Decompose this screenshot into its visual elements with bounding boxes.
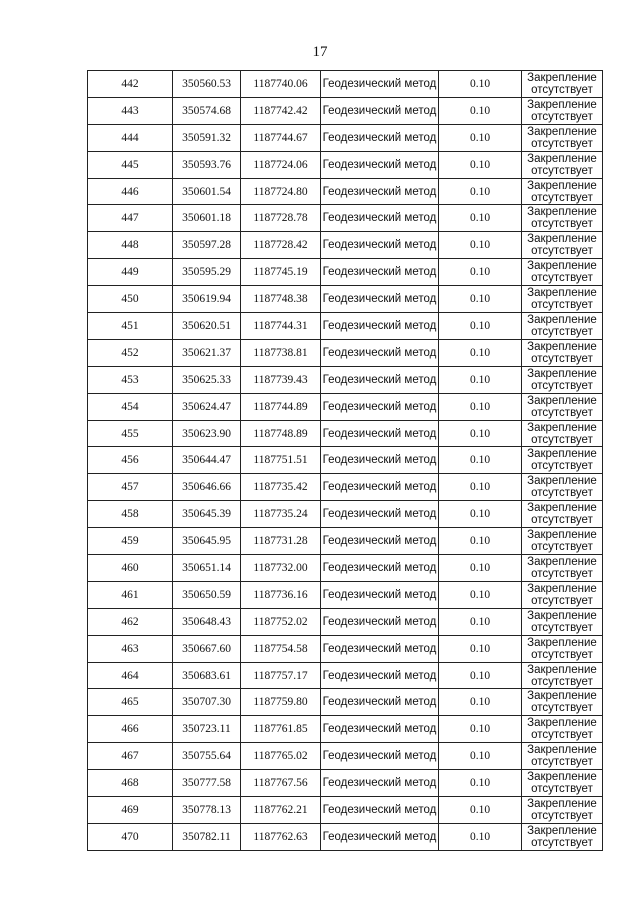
method-cell: Геодезический метод — [321, 393, 439, 420]
y-coordinate-cell: 1187728.78 — [241, 205, 321, 232]
x-coordinate-cell: 350574.68 — [173, 97, 241, 124]
fixing-cell — [522, 770, 603, 797]
x-coordinate-cell: 350644.47 — [173, 447, 241, 474]
accuracy-cell: 0.10 — [439, 339, 522, 366]
fixing-text-line: Закрепление — [527, 797, 597, 810]
fixing-text-line: отсутствует — [531, 541, 593, 554]
y-coordinate-cell: 1187735.42 — [241, 474, 321, 501]
method-cell: Геодезический метод — [321, 716, 439, 743]
fixing-text-line: отсутствует — [531, 137, 593, 150]
fixing-cell — [522, 797, 603, 824]
accuracy-cell: 0.10 — [439, 366, 522, 393]
fixing-text-line: Закрепление — [527, 313, 597, 326]
y-coordinate-cell: 1187739.43 — [241, 366, 321, 393]
fixing-text-line: отсутствует — [531, 325, 593, 338]
y-coordinate-cell: 1187745.19 — [241, 259, 321, 286]
accuracy-cell: 0.10 — [439, 178, 522, 205]
accuracy-cell: 0.10 — [439, 447, 522, 474]
x-coordinate-cell: 350646.66 — [173, 474, 241, 501]
fixing-cell — [522, 151, 603, 178]
point-number-cell: 457 — [88, 474, 173, 501]
fixing-text-line: отсутствует — [531, 621, 593, 634]
point-number-cell: 465 — [88, 689, 173, 716]
point-number-cell: 459 — [88, 528, 173, 555]
method-cell: Геодезический метод — [321, 770, 439, 797]
table-row — [88, 823, 603, 850]
y-coordinate-cell: 1187731.28 — [241, 528, 321, 555]
method-cell: Геодезический метод — [321, 420, 439, 447]
table-row — [88, 151, 603, 178]
x-coordinate-cell: 350620.51 — [173, 313, 241, 340]
point-number-cell: 451 — [88, 313, 173, 340]
point-number-cell: 466 — [88, 716, 173, 743]
fixing-text-line: Закрепление — [527, 771, 597, 784]
y-coordinate-cell: 1187757.17 — [241, 662, 321, 689]
accuracy-cell: 0.10 — [439, 313, 522, 340]
accuracy-cell: 0.10 — [439, 743, 522, 770]
table-row — [88, 474, 603, 501]
y-coordinate-cell: 1187724.80 — [241, 178, 321, 205]
x-coordinate-cell: 350667.60 — [173, 635, 241, 662]
fixing-cell — [522, 689, 603, 716]
fixing-cell — [522, 97, 603, 124]
y-coordinate-cell: 1187759.80 — [241, 689, 321, 716]
y-coordinate-cell: 1187754.58 — [241, 635, 321, 662]
fixing-text-line: отсутствует — [531, 487, 593, 500]
table-row — [88, 286, 603, 313]
accuracy-cell: 0.10 — [439, 97, 522, 124]
fixing-cell — [522, 339, 603, 366]
fixing-text-line: Закрепление — [527, 609, 597, 622]
fixing-text-line: отсутствует — [531, 164, 593, 177]
method-cell: Геодезический метод — [321, 313, 439, 340]
fixing-text-line: Закрепление — [527, 394, 597, 407]
x-coordinate-cell: 350601.54 — [173, 178, 241, 205]
x-coordinate-cell: 350597.28 — [173, 232, 241, 259]
x-coordinate-cell: 350777.58 — [173, 770, 241, 797]
fixing-text-line: отсутствует — [531, 648, 593, 661]
fixing-cell — [522, 716, 603, 743]
point-number-cell: 463 — [88, 635, 173, 662]
table-row — [88, 797, 603, 824]
fixing-cell — [522, 608, 603, 635]
x-coordinate-cell: 350645.95 — [173, 528, 241, 555]
method-cell: Геодезический метод — [321, 151, 439, 178]
fixing-cell — [522, 635, 603, 662]
fixing-text-line: отсутствует — [531, 594, 593, 607]
table-row — [88, 232, 603, 259]
table-row — [88, 205, 603, 232]
point-number-cell: 447 — [88, 205, 173, 232]
table-row — [88, 447, 603, 474]
method-cell: Геодезический метод — [321, 232, 439, 259]
table-row — [88, 259, 603, 286]
y-coordinate-cell: 1187767.56 — [241, 770, 321, 797]
method-cell: Геодезический метод — [321, 689, 439, 716]
method-cell: Геодезический метод — [321, 124, 439, 151]
fixing-text-line: отсутствует — [531, 272, 593, 285]
table-row — [88, 313, 603, 340]
point-number-cell: 453 — [88, 366, 173, 393]
table-row — [88, 581, 603, 608]
table-row — [88, 366, 603, 393]
x-coordinate-cell: 350778.13 — [173, 797, 241, 824]
accuracy-cell: 0.10 — [439, 259, 522, 286]
fixing-cell — [522, 286, 603, 313]
x-coordinate-cell: 350624.47 — [173, 393, 241, 420]
fixing-text-line: отсутствует — [531, 83, 593, 96]
y-coordinate-cell: 1187740.06 — [241, 71, 321, 98]
fixing-text-line: Закрепление — [527, 690, 597, 703]
point-number-cell: 468 — [88, 770, 173, 797]
method-cell: Геодезический метод — [321, 366, 439, 393]
y-coordinate-cell: 1187724.06 — [241, 151, 321, 178]
fixing-text-line: Закрепление — [527, 125, 597, 138]
fixing-text-line: Закрепление — [527, 529, 597, 542]
fixing-cell — [522, 447, 603, 474]
point-number-cell: 443 — [88, 97, 173, 124]
accuracy-cell: 0.10 — [439, 205, 522, 232]
table-row — [88, 124, 603, 151]
point-number-cell: 470 — [88, 823, 173, 850]
fixing-text-line: Закрепление — [527, 98, 597, 111]
y-coordinate-cell: 1187762.63 — [241, 823, 321, 850]
accuracy-cell: 0.10 — [439, 420, 522, 447]
fixing-text-line: отсутствует — [531, 729, 593, 742]
fixing-text-line: Закрепление — [527, 340, 597, 353]
method-cell: Геодезический метод — [321, 286, 439, 313]
accuracy-cell: 0.10 — [439, 716, 522, 743]
point-number-cell: 442 — [88, 71, 173, 98]
fixing-cell — [522, 420, 603, 447]
point-number-cell: 444 — [88, 124, 173, 151]
method-cell: Геодезический метод — [321, 71, 439, 98]
method-cell: Геодезический метод — [321, 743, 439, 770]
page-number: 17 — [312, 44, 328, 60]
fixing-text-line: отсутствует — [531, 245, 593, 258]
point-number-cell: 456 — [88, 447, 173, 474]
accuracy-cell: 0.10 — [439, 662, 522, 689]
fixing-text-line: Закрепление — [527, 717, 597, 730]
fixing-text-line: Закрепление — [527, 502, 597, 515]
fixing-text-line: Закрепление — [527, 448, 597, 461]
accuracy-cell: 0.10 — [439, 581, 522, 608]
x-coordinate-cell: 350591.32 — [173, 124, 241, 151]
table-row — [88, 393, 603, 420]
method-cell: Геодезический метод — [321, 797, 439, 824]
fixing-cell — [522, 71, 603, 98]
x-coordinate-cell: 350755.64 — [173, 743, 241, 770]
table-row — [88, 178, 603, 205]
fixing-text-line: Закрепление — [527, 421, 597, 434]
fixing-cell — [522, 232, 603, 259]
accuracy-cell: 0.10 — [439, 71, 522, 98]
fixing-text-line: отсутствует — [531, 352, 593, 365]
fixing-cell — [522, 124, 603, 151]
accuracy-cell: 0.10 — [439, 823, 522, 850]
point-number-cell: 455 — [88, 420, 173, 447]
y-coordinate-cell: 1187744.67 — [241, 124, 321, 151]
table-row — [88, 555, 603, 582]
fixing-text-line: Закрепление — [527, 206, 597, 219]
fixing-cell — [522, 581, 603, 608]
x-coordinate-cell: 350625.33 — [173, 366, 241, 393]
table-row — [88, 770, 603, 797]
y-coordinate-cell: 1187751.51 — [241, 447, 321, 474]
fixing-text-line: Закрепление — [527, 260, 597, 273]
point-number-cell: 460 — [88, 555, 173, 582]
method-cell: Геодезический метод — [321, 97, 439, 124]
y-coordinate-cell: 1187742.42 — [241, 97, 321, 124]
method-cell: Геодезический метод — [321, 474, 439, 501]
method-cell: Геодезический метод — [321, 178, 439, 205]
fixing-text-line: отсутствует — [531, 379, 593, 392]
point-number-cell: 464 — [88, 662, 173, 689]
accuracy-cell: 0.10 — [439, 286, 522, 313]
accuracy-cell: 0.10 — [439, 474, 522, 501]
table-row — [88, 501, 603, 528]
x-coordinate-cell: 350683.61 — [173, 662, 241, 689]
fixing-cell — [522, 501, 603, 528]
fixing-text-line: Закрепление — [527, 179, 597, 192]
point-number-cell: 458 — [88, 501, 173, 528]
x-coordinate-cell: 350595.29 — [173, 259, 241, 286]
accuracy-cell: 0.10 — [439, 689, 522, 716]
fixing-text-line: Закрепление — [527, 636, 597, 649]
table-row — [88, 635, 603, 662]
fixing-cell — [522, 178, 603, 205]
fixing-text-line: отсутствует — [531, 299, 593, 312]
accuracy-cell: 0.10 — [439, 608, 522, 635]
method-cell: Геодезический метод — [321, 339, 439, 366]
point-number-cell: 448 — [88, 232, 173, 259]
method-cell: Геодезический метод — [321, 259, 439, 286]
method-cell: Геодезический метод — [321, 823, 439, 850]
fixing-text-line: отсутствует — [531, 675, 593, 688]
fixing-text-line: отсутствует — [531, 836, 593, 849]
fixing-text-line: отсутствует — [531, 110, 593, 123]
method-cell: Геодезический метод — [321, 635, 439, 662]
point-number-cell: 469 — [88, 797, 173, 824]
point-number-cell: 454 — [88, 393, 173, 420]
fixing-text-line: Закрепление — [527, 367, 597, 380]
fixing-text-line: Закрепление — [527, 475, 597, 488]
x-coordinate-cell: 350782.11 — [173, 823, 241, 850]
accuracy-cell: 0.10 — [439, 528, 522, 555]
y-coordinate-cell: 1187748.89 — [241, 420, 321, 447]
fixing-cell — [522, 313, 603, 340]
method-cell: Геодезический метод — [321, 528, 439, 555]
point-number-cell: 445 — [88, 151, 173, 178]
point-number-cell: 467 — [88, 743, 173, 770]
accuracy-cell: 0.10 — [439, 797, 522, 824]
point-number-cell: 446 — [88, 178, 173, 205]
accuracy-cell: 0.10 — [439, 635, 522, 662]
x-coordinate-cell: 350593.76 — [173, 151, 241, 178]
coordinates-table-body — [88, 71, 603, 851]
x-coordinate-cell: 350601.18 — [173, 205, 241, 232]
accuracy-cell: 0.10 — [439, 501, 522, 528]
y-coordinate-cell: 1187738.81 — [241, 339, 321, 366]
y-coordinate-cell: 1187752.02 — [241, 608, 321, 635]
fixing-text-line: отсутствует — [531, 809, 593, 822]
x-coordinate-cell: 350650.59 — [173, 581, 241, 608]
fixing-text-line: отсутствует — [531, 406, 593, 419]
x-coordinate-cell: 350619.94 — [173, 286, 241, 313]
point-number-cell: 450 — [88, 286, 173, 313]
table-row — [88, 743, 603, 770]
fixing-text-line: Закрепление — [527, 582, 597, 595]
coordinates-table — [87, 70, 603, 851]
accuracy-cell: 0.10 — [439, 232, 522, 259]
method-cell: Геодезический метод — [321, 555, 439, 582]
fixing-text-line: Закрепление — [527, 663, 597, 676]
fixing-cell — [522, 474, 603, 501]
y-coordinate-cell: 1187762.21 — [241, 797, 321, 824]
table-row — [88, 662, 603, 689]
y-coordinate-cell: 1187748.38 — [241, 286, 321, 313]
fixing-text-line: Закрепление — [527, 152, 597, 165]
table-row — [88, 528, 603, 555]
fixing-text-line: Закрепление — [527, 744, 597, 757]
table-row — [88, 716, 603, 743]
x-coordinate-cell: 350648.43 — [173, 608, 241, 635]
fixing-text-line: Закрепление — [527, 233, 597, 246]
x-coordinate-cell: 350723.11 — [173, 716, 241, 743]
accuracy-cell: 0.10 — [439, 393, 522, 420]
fixing-cell — [522, 662, 603, 689]
fixing-text-line: отсутствует — [531, 514, 593, 527]
method-cell: Геодезический метод — [321, 205, 439, 232]
fixing-cell — [522, 555, 603, 582]
fixing-text-line: отсутствует — [531, 433, 593, 446]
fixing-text-line: Закрепление — [527, 287, 597, 300]
method-cell: Геодезический метод — [321, 501, 439, 528]
y-coordinate-cell: 1187765.02 — [241, 743, 321, 770]
fixing-text-line: Закрепление — [527, 555, 597, 568]
accuracy-cell: 0.10 — [439, 124, 522, 151]
method-cell: Геодезический метод — [321, 447, 439, 474]
fixing-text-line: отсутствует — [531, 783, 593, 796]
y-coordinate-cell: 1187736.16 — [241, 581, 321, 608]
point-number-cell: 452 — [88, 339, 173, 366]
fixing-text-line: Закрепление — [527, 71, 597, 84]
fixing-text-line: отсутствует — [531, 702, 593, 715]
fixing-cell — [522, 205, 603, 232]
y-coordinate-cell: 1187761.85 — [241, 716, 321, 743]
accuracy-cell: 0.10 — [439, 555, 522, 582]
method-cell: Геодезический метод — [321, 581, 439, 608]
table-row — [88, 420, 603, 447]
point-number-cell: 449 — [88, 259, 173, 286]
table-row — [88, 689, 603, 716]
table-row — [88, 608, 603, 635]
point-number-cell: 461 — [88, 581, 173, 608]
fixing-text-line: отсутствует — [531, 460, 593, 473]
fixing-cell — [522, 528, 603, 555]
fixing-cell — [522, 393, 603, 420]
accuracy-cell: 0.10 — [439, 151, 522, 178]
table-row — [88, 339, 603, 366]
x-coordinate-cell: 350645.39 — [173, 501, 241, 528]
method-cell: Геодезический метод — [321, 608, 439, 635]
fixing-cell — [522, 743, 603, 770]
fixing-text-line: отсутствует — [531, 191, 593, 204]
x-coordinate-cell: 350707.30 — [173, 689, 241, 716]
x-coordinate-cell: 350651.14 — [173, 555, 241, 582]
y-coordinate-cell: 1187732.00 — [241, 555, 321, 582]
fixing-cell — [522, 259, 603, 286]
fixing-text-line: отсутствует — [531, 756, 593, 769]
fixing-text-line: отсутствует — [531, 218, 593, 231]
y-coordinate-cell: 1187744.31 — [241, 313, 321, 340]
fixing-text-line: отсутствует — [531, 567, 593, 580]
y-coordinate-cell: 1187728.42 — [241, 232, 321, 259]
y-coordinate-cell: 1187735.24 — [241, 501, 321, 528]
fixing-cell — [522, 823, 603, 850]
accuracy-cell: 0.10 — [439, 770, 522, 797]
y-coordinate-cell: 1187744.89 — [241, 393, 321, 420]
table-row — [88, 71, 603, 98]
x-coordinate-cell: 350621.37 — [173, 339, 241, 366]
x-coordinate-cell: 350623.90 — [173, 420, 241, 447]
x-coordinate-cell: 350560.53 — [173, 71, 241, 98]
point-number-cell: 462 — [88, 608, 173, 635]
method-cell: Геодезический метод — [321, 662, 439, 689]
fixing-text-line: Закрепление — [527, 824, 597, 837]
fixing-cell — [522, 366, 603, 393]
table-row — [88, 97, 603, 124]
